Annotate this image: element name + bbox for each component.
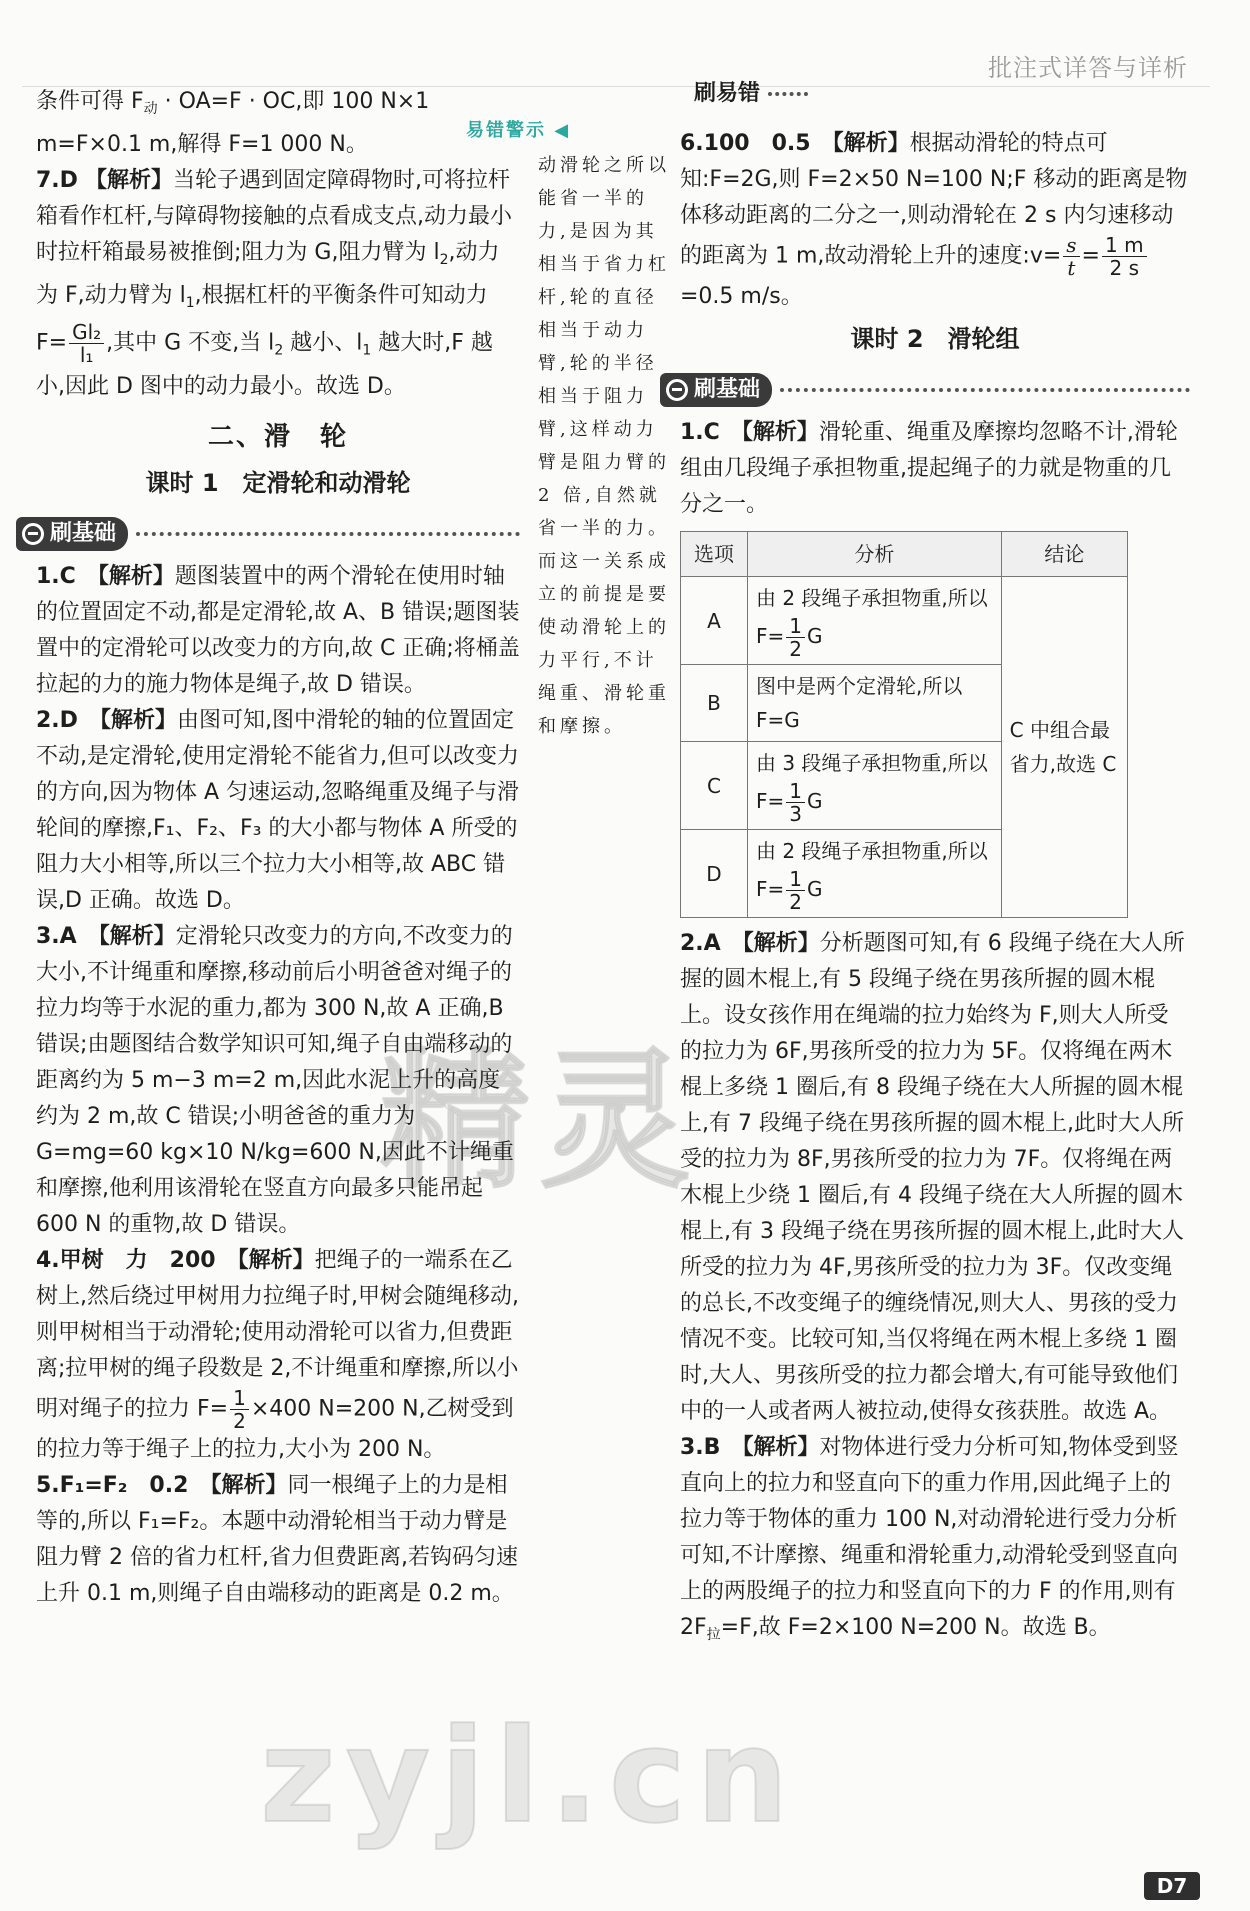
answer-item-6: 6.100 0.5 【解析】根据动滑轮的特点可知:F=2G,则 F=2×50 N=100 N;F 移动的距离是物体移动距离的二分之一,则动滑轮在 2 s 内匀速移动的距离为 1 m,故动滑轮上升的速度:v= $\frac{s}{t}$ = $\frac{1 m}{2 s}$ =0.5 m/s。 bbox=[680, 131, 1188, 309]
answer-item-7: 7.D 【解析】当轮子遇到固定障碍物时,可将拉杆箱看作杠杆,与障碍物接触的点看成支点,动力最小时拉杆箱最易被推倒;阻力为 G,阻力臂为 $l_2$,动力为 F,动力臂为 $l_1$,根据杠杆的平衡条件可知动力 F= $\frac{\text{Gl₂}}{\text{l₁}}$ ,其中 G 不变,当 $l_2$ 越小、$l_1$ 越大时,F 越小,因此 D 图中的动力最小。故选 D。 bbox=[36, 168, 512, 399]
table-cell-analysis: 图中是两个定滑轮,所以 F=G bbox=[747, 665, 1001, 742]
page-number: D7 bbox=[1144, 1872, 1200, 1900]
table-header-row bbox=[681, 532, 1128, 577]
answer-item-r2: 2.A 【解析】分析题图可知,有 6 段绳子绕在大人所握的圆木棍上,有 5 段绳子绕在男孩所握的圆木棍上。设女孩作用在绳端的拉力始终为 F,则大人所受的拉力为 6F,男孩所受的拉力为 5F。仅将绳在两木棍上多绕 1 圈后,有 8 段绳子绕在大人所握的圆木棍上,有 7 段绳子绕在男孩所握的圆木棍上,此时大人所受的拉力为 8F,男孩所受的拉力为 7F。仅将绳在两木棍上少绕 1 圈后,有 4 段绳子绕在大人所握的圆木棍上,有 3 段绳子绕在男孩所握的圆木棍上,此时大人所受的拉力为 4F,男孩所受的拉力为 3F。仅改变绳的总长,不改变绳子的缠绕情况,则大人、男孩的受力情况不变。比较可知,当仅将绳在两木棍上多绕 1 圈时,大人、男孩所受的拉力都会增大,有可能导致他们中的一人或者两人被拉动,使得女孩获胜。故选 A。 bbox=[680, 931, 1185, 1424]
watermark-logo: 精灵 bbox=[380, 1035, 701, 1209]
table-cell-option: A bbox=[681, 577, 748, 665]
fraction: $\frac{s}{t}$ bbox=[1063, 234, 1079, 279]
warning-body: 动滑轮之所以能省一半的力,是因为其相当于省力杠杆,轮的直径相当于动力臂,轮的半径相当于阻力臂,这样动力臂是阻力臂的 2 倍,自然就省一半的力。而这一关系成立的前提是要使动滑轮上的力平行,不计绳重、滑轮重和摩擦。 bbox=[538, 155, 670, 737]
answer-item-r3: 3.B 【解析】对物体进行受力分析可知,物体受到竖直向上的拉力和竖直向下的重力作用,因此绳子上的拉力等于物体的重力 100 N,对动滑轮进行受力分析可知,不计摩擦、绳重和滑轮重力,动滑轮受到竖直向上的两股绳子的拉力和竖直向下的力 F 的作用,则有 $2F_拉=F$,故 F=2×100 N=200 N。故选 B。 bbox=[680, 1435, 1179, 1643]
answer-item-2: 2.D 【解析】由图可知,图中滑轮的轴的位置固定不动,是定滑轮,使用定滑轮不能省力,但可以改变力的方向,因为物体 A 匀速运动,忽略绳重及绳子与滑轮间的摩擦,F₁、F₂、F₃ 的大小都与物体 A 所受的阻力大小相等,所以三个拉力大小相等,故 ABC 错误,D 正确。故选 D。 bbox=[36, 707, 520, 913]
dotted-rule bbox=[136, 532, 520, 536]
left-column bbox=[36, 84, 520, 1612]
answer-item-r1: 1.C 【解析】滑轮重、绳重及摩擦均忽略不计,滑轮组由几段绳子承担物重,提起绳子的力就是物重的几分之一。 bbox=[680, 420, 1178, 517]
table-cell-analysis: 由 2 段绳子承担物重,所以 F= $\frac{1}{2}$ G bbox=[747, 830, 1001, 918]
badge-easy-mistake: 刷易错 bbox=[694, 74, 1190, 114]
fraction: $\frac{1 m}{2 s}$ bbox=[1102, 234, 1147, 279]
table-cell-conclusion: C 中组合最省力,故选 C bbox=[1001, 577, 1127, 918]
right-column bbox=[680, 81, 1190, 1653]
badge-basic: 刷基础 bbox=[660, 373, 772, 407]
lesson-title: 课时 1 定滑轮和动滑轮 bbox=[145, 468, 411, 497]
warning-title: 易错警示 ◀ bbox=[466, 120, 571, 141]
item-number: 7. bbox=[36, 168, 60, 193]
table-cell-option: B bbox=[681, 665, 748, 742]
answer-item-3: 3.A 【解析】定滑轮只改变力的方向,不改变力的大小,不计绳重和摩擦,移动前后小明爸爸对绳子的拉力均等于水泥的重力,都为 300 N,故 A 正确,B 错误;由题图结合数学知识可知,绳子自由端移动的距离约为 5 m−3 m=2 m,因此水泥上升的高度约为 2 m,故 C 错误;小明爸爸的重力为 G=mg=60 kg×10 N/kg=600 N,因此不计绳重和摩擦,他利用该滑轮在竖直方向最多只能吊起 600 N 的重物,故 D 错误。 bbox=[36, 923, 514, 1237]
item-answer: D bbox=[59, 168, 78, 193]
badge-basic: 刷基础 bbox=[16, 517, 128, 551]
analysis-tag: 【解析】 bbox=[84, 168, 173, 193]
pencil-badge-icon bbox=[666, 379, 688, 401]
header-title: 批注式详答与详析 bbox=[988, 54, 1188, 82]
intro-text: 条件可得 $F_动 \cdot OA=F$ · OC,即 100 N×1 m=F×0.1 m,解得 F=1 000 N。 bbox=[36, 89, 430, 157]
table-cell-option: C bbox=[681, 742, 748, 830]
table-header: 分析 bbox=[747, 532, 1001, 577]
section-title: 二、滑 轮 bbox=[207, 421, 348, 452]
table-header: 选项 bbox=[681, 532, 748, 577]
table-cell-analysis: 由 2 段绳子承担物重,所以 F= $\frac{1}{2}$ G bbox=[747, 577, 1001, 665]
fraction: $\frac{\text{Gl₂}}{\text{l₁}}$ bbox=[69, 321, 104, 366]
answer-item-1: 1.C 【解析】题图装置中的两个滑轮在使用时轴的位置固定不动,都是定滑轮,故 A、B 错误;题图装置中的定滑轮可以改变力的方向,故 C 正确;将桶盖拉起的力的施力物体是绳子,故 D 错误。 bbox=[36, 563, 520, 697]
watermark-url: zyjl.cn bbox=[260, 1700, 799, 1852]
lesson-title-2: 课时 2 滑轮组 bbox=[850, 325, 1020, 353]
pencil-badge-icon bbox=[22, 523, 44, 545]
table-cell-analysis: 由 3 段绳子承担物重,所以 F= $\frac{1}{3}$ G bbox=[747, 742, 1001, 830]
badge-row-basic-2 bbox=[660, 371, 1190, 409]
table-row bbox=[681, 577, 1128, 665]
dotted-rule bbox=[768, 92, 808, 96]
badge-row-basic bbox=[16, 515, 520, 553]
table-cell-option: D bbox=[681, 830, 748, 918]
analysis-table bbox=[680, 531, 1128, 918]
dotted-rule bbox=[780, 388, 1190, 392]
fraction: $\frac{1}{2}$ bbox=[230, 1387, 249, 1432]
warning-note bbox=[466, 120, 670, 743]
table-header: 结论 bbox=[1001, 532, 1127, 577]
answer-item-4: 4.甲树 力 200 【解析】把绳子的一端系在乙树上,然后绕过甲树用力拉绳子时,甲树会随绳移动,则甲树相当于动滑轮;使用动滑轮可以省力,但费距离;拉甲树的绳子段数是 2,不计绳重和摩擦,所以小明对绳子的拉力 F= $\frac{1}{2}$ ×400 N=200 N,乙树受到的拉力等于绳子上的拉力,大小为 200 N。 bbox=[36, 1247, 519, 1462]
answer-item-5: 5.F₁=F₂ 0.2 【解析】同一根绳子上的力是相等的,所以 F₁=F₂。本题中动滑轮相当于动力臂是阻力臂 2 倍的省力杠杆,省力但费距离,若钩码匀速上升 0.1 m,则绳子自由端移动的距离是 0.2 m。 bbox=[36, 1472, 518, 1606]
